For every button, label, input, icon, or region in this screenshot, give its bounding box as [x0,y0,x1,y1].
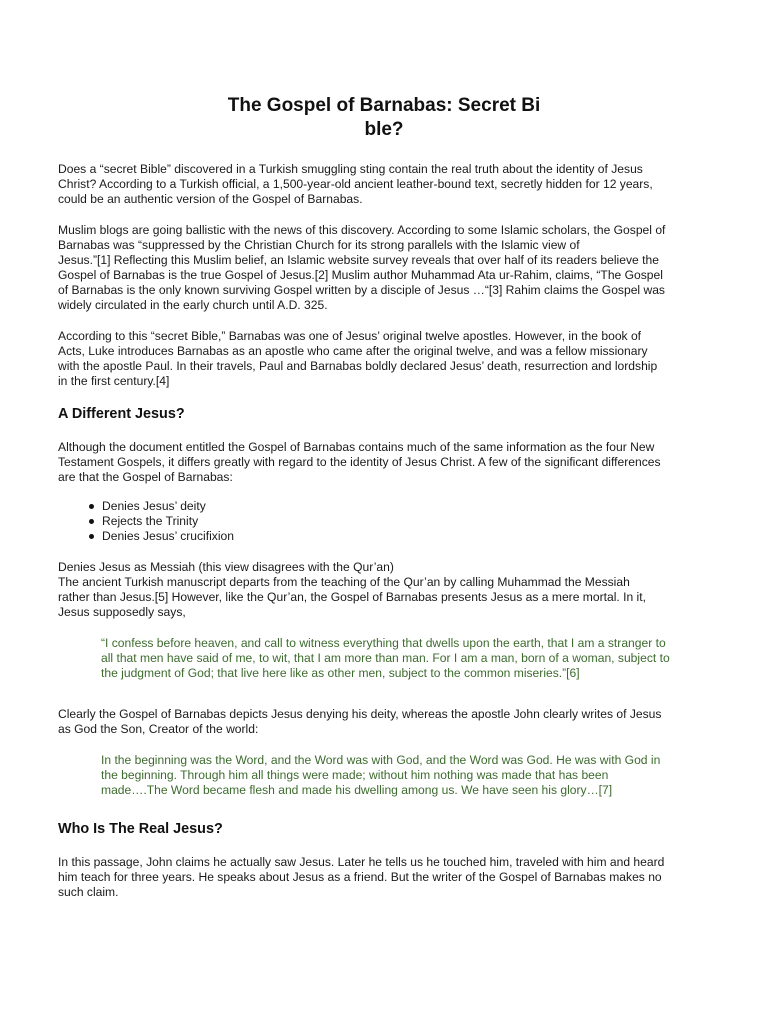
text-line: could be an authentic version of the Gospel of Barnabas. [58,192,363,206]
section-heading-different-jesus: A Different Jesus? [58,406,185,422]
intro-paragraph [58,162,710,207]
list-item-text: Denies Jesus’ crucifixion [102,529,234,543]
text-line: as God the Son, Creator of the world: [58,722,259,736]
text-line: In this passage, John claims he actually saw Jesus. Later he tells us he touched him, traveled with him and heard [58,855,665,869]
text-line: widely circulated in the early church until A.D. 325. [58,298,328,312]
spacer [58,697,710,707]
paragraph-john [58,707,710,737]
bullet-icon [89,504,94,509]
page-title [58,94,710,142]
text-line: such claim. [58,885,119,899]
text-line: of Barnabas is the only known surviving Gospel written by a disciple of Jesus …“[3] Rahim claims the Gospel was [58,283,665,297]
text-line: Does a “secret Bible” discovered in a Turkish smuggling sting contain the real truth about the identity of Jesus [58,162,643,176]
title-line: ble? [364,119,404,140]
paragraph-secret-bible [58,329,710,389]
list-item [102,529,710,544]
text-line: The ancient Turkish manuscript departs from the teaching of the Qur’an by calling Muhammad the Messiah [58,575,630,589]
text-line: Jesus supposedly says, [58,605,186,619]
quote-line: the judgment of God; that live here like as other men, subject to the common miseries.”[6] [101,666,580,680]
text-line: Christ? According to a Turkish official, a 1,500-year-old ancient leather-bound text, secretly hidden for 12 years, [58,177,653,191]
paragraph-differences-intro [58,440,710,485]
paragraph-messiah [58,560,710,620]
text-line: Muslim blogs are going ballistic with the news of this discovery. According to some Islamic scholars, the Gospel of [58,223,666,237]
quote-line: all that men have said of me, to wit, that I am more than man. For I am a man, born of a woman, subject to [101,651,670,665]
quote-line: made….The Word became flesh and made his dwelling among us. We have seen his glory…[7] [101,783,613,797]
title-line: The Gospel of Barnabas: Secret Bi [227,95,541,116]
text-line: Clearly the Gospel of Barnabas depicts Jesus denying his deity, whereas the apostle John clearly writes of Jesus [58,707,662,721]
block-quote-john [101,753,710,798]
quote-line: the beginning. Through him all things were made; without him nothing was made that has been [101,768,609,782]
paragraph-passage [58,855,710,900]
text-line: Although the document entitled the Gospel of Barnabas contains much of the same information as the four New [58,440,655,454]
section-heading-real-jesus: Who Is The Real Jesus? [58,821,223,837]
list-item [102,499,710,514]
text-line: According to this “secret Bible,” Barnabas was one of Jesus’ original twelve apostles. However, in the book of [58,329,642,343]
differences-list [58,499,710,544]
list-item-text: Denies Jesus’ deity [102,499,206,513]
block-quote-barnabas [101,636,710,681]
text-line: Barnabas was “suppressed by the Christian Church for its strong parallels with the Islamic view of [58,238,580,252]
bullet-icon [89,534,94,539]
quote-line: In the beginning was the Word, and the Word was with God, and the Word was God. He was with God in [101,753,661,767]
text-line: are that the Gospel of Barnabas: [58,470,233,484]
list-item-text: Rejects the Trinity [102,514,199,528]
text-line: Gospel of Barnabas is the true Gospel of Jesus.[2] Muslim author Muhammad Ata ur-Rahim, claims, “The Gospel [58,268,663,282]
text-line: Testament Gospels, it differs greatly with regard to the identity of Jesus Christ. A few of the significant differences [58,455,661,469]
text-line: Denies Jesus as Messiah (this view disagrees with the Qur’an) [58,560,394,574]
list-item [102,514,710,529]
text-line: Jesus.”[1] Reflecting this Muslim belief, an Islamic website survey reveals that over half of its readers believe the [58,253,659,267]
text-line: rather than Jesus.[5] However, like the Qur’an, the Gospel of Barnabas presents Jesus as a mere mortal. In it, [58,590,646,604]
quote-line: “I confess before heaven, and call to witness everything that dwells upon the earth, that I am a stranger to [101,636,666,650]
text-line: in the first century.[4] [58,374,170,388]
bullet-icon [89,519,94,524]
text-line: Acts, Luke introduces Barnabas as an apostle who came after the original twelve, and was a fellow missionary [58,344,648,358]
text-line: with the apostle Paul. In their travels, Paul and Barnabas boldly declared Jesus’ death, resurrection and lordship [58,359,658,373]
text-line: him teach for three years. He speaks about Jesus as a friend. But the writer of the Gospel of Barnabas makes no [58,870,662,884]
paragraph-muslim-blogs [58,223,710,313]
